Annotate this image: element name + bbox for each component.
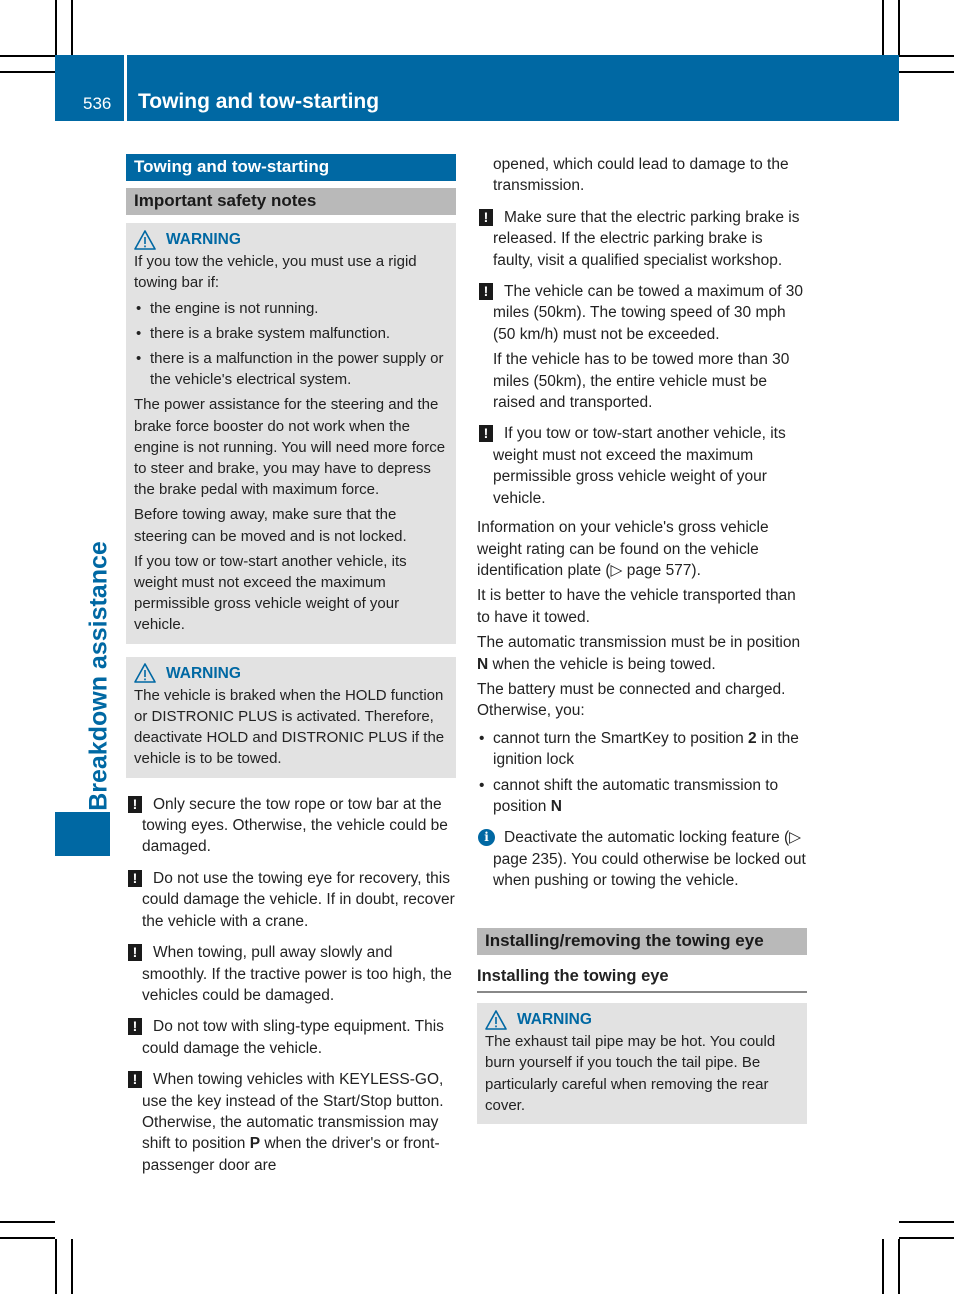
- crop-mark: [898, 1239, 900, 1294]
- text-part: when the vehicle is being towed.: [488, 655, 716, 673]
- exclamation-icon: !: [479, 425, 493, 442]
- exclamation-icon: !: [479, 283, 493, 300]
- exclamation-icon: !: [128, 944, 142, 961]
- exclamation-icon: !: [128, 796, 142, 813]
- warning-paragraph: Before towing away, make sure that the steering can be moved and is not locked.: [134, 506, 407, 545]
- note-text: If you tow or tow-start another vehicle, its weight must not exceed the maximum permissible gross vehicle weight of your vehicle.: [493, 425, 786, 507]
- crop-mark: [0, 71, 55, 73]
- warning-box: [477, 1003, 807, 1124]
- list-item: • there is a brake system malfunction.: [134, 323, 448, 344]
- left-column: [126, 154, 456, 1186]
- warning-label: WARNING: [517, 1011, 592, 1028]
- info-icon: i: [478, 829, 495, 846]
- crop-mark: [899, 55, 954, 57]
- crop-mark: [55, 0, 57, 55]
- continued-text: opened, which could lead to damage to the transmission.: [493, 156, 789, 195]
- bullet-list: [477, 728, 807, 818]
- warning-triangle-icon: [134, 230, 156, 250]
- warning-bullets: [134, 298, 448, 391]
- warning-heading: [485, 1009, 799, 1030]
- warning-triangle-icon: [134, 663, 156, 683]
- note-text: Make sure that the electric parking brake is released. If the electric parking brake is faulty, visit a qualified specialist workshop.: [493, 208, 800, 269]
- warning-intro: If you tow the vehicle, you must use a rigid towing bar if:: [134, 253, 417, 292]
- crop-mark: [0, 1237, 55, 1239]
- caution-note: [126, 794, 456, 858]
- caution-note: [477, 207, 807, 271]
- section-title: Towing and tow-starting: [126, 154, 456, 181]
- caution-note: [477, 423, 807, 509]
- crop-mark: [882, 1239, 884, 1294]
- crop-mark: [71, 1239, 73, 1294]
- note-extra: If the vehicle has to be towed more than 30 miles (50km), the entire vehicle must be raised and transported.: [493, 351, 790, 412]
- warning-paragraph: If you tow or tow-start another vehicle, its weight must not exceed the maximum permissible gross vehicle weight of your vehicle.: [134, 552, 407, 634]
- side-chapter-tab: [55, 812, 110, 856]
- caution-note: [126, 1069, 456, 1176]
- paragraph: The battery must be connected and charged. Otherwise, you:: [477, 680, 786, 720]
- note-text-part: When towing vehicles with KEYLESS-GO, use the key instead of the Start/Stop button. Otherwise, the automatic transmission may shift to position: [142, 1071, 444, 1153]
- note-text: Do not tow with sling-type equipment. This could damage the vehicle.: [142, 1018, 444, 1057]
- exclamation-icon: !: [479, 209, 493, 226]
- text-part: cannot shift the automatic transmission to position: [493, 776, 779, 815]
- crop-mark: [0, 1221, 55, 1223]
- exclamation-icon: !: [128, 870, 142, 887]
- note-text-part: when the driver's or front-passenger door are: [142, 1135, 440, 1174]
- warning-paragraph: The power assistance for the steering and the brake force booster do not work when the engine is not running. You will need more force to steer and brake, you may have to depress the brake pedal with maximum force.: [134, 396, 446, 499]
- crop-mark: [899, 1237, 954, 1239]
- crop-mark: [55, 1239, 57, 1294]
- warning-triangle-icon: [485, 1010, 507, 1030]
- header-divider: [124, 55, 127, 121]
- caution-note: [477, 281, 807, 413]
- warning-paragraph: The vehicle is braked when the HOLD function or DISTRONIC PLUS is activated. Therefore, deactivate HOLD and DISTRONIC PLUS if the vehicle is to be towed.: [134, 686, 445, 768]
- list-item: • there is a malfunction in the power supply or the vehicle's electrical system.: [134, 348, 448, 390]
- text-part: The automatic transmission must be in position: [477, 634, 801, 652]
- crop-mark: [899, 1221, 954, 1223]
- note-text: Only secure the tow rope or tow bar at the towing eyes. Otherwise, the vehicle could be damaged.: [142, 795, 448, 856]
- warning-heading: [134, 229, 448, 250]
- exclamation-icon: !: [128, 1071, 142, 1088]
- caution-note: [126, 942, 456, 1006]
- warning-box: [126, 657, 456, 778]
- crop-mark: [899, 71, 954, 73]
- note-bold: P: [249, 1135, 261, 1153]
- paragraph: Information on your vehicle's gross vehicle weight rating can be found on the vehicle identification plate (▷ page 577).: [477, 519, 769, 579]
- warning-label: WARNING: [166, 231, 241, 248]
- info-note: [477, 827, 807, 891]
- paragraph: [477, 632, 807, 675]
- warning-paragraph: The exhaust tail pipe may be hot. You could burn yourself if you touch the tail pipe. Be particularly careful when removing the rear cover.: [485, 1033, 776, 1114]
- text-part: cannot turn the SmartKey to position: [493, 729, 749, 747]
- page-number: 536: [83, 94, 112, 113]
- list-item: [477, 728, 807, 771]
- warning-heading: [134, 663, 448, 684]
- list-item: • the engine is not running.: [134, 298, 448, 319]
- bold-text: N: [550, 797, 562, 815]
- caution-note: [126, 868, 456, 932]
- note-text: Do not use the towing eye for recovery, this could damage the vehicle. If in doubt, recover the vehicle with a crane.: [142, 869, 455, 930]
- header-title: Towing and tow-starting: [138, 90, 380, 113]
- subsection-title: Important safety notes: [126, 188, 456, 215]
- info-text: Deactivate the automatic locking feature (▷ page 235). You could otherwise be locked out when pushing or towing the vehicle.: [493, 829, 806, 890]
- bold-text: 2: [748, 729, 757, 747]
- note-text: When towing, pull away slowly and smoothly. If the tractive power is too high, the vehicles could be damaged.: [142, 944, 452, 1004]
- note-text: [142, 1071, 444, 1174]
- text-part: in the ignition lock: [493, 729, 799, 769]
- warning-box: [126, 223, 456, 644]
- subsection-title: Installing/removing the towing eye: [477, 928, 807, 955]
- paragraph: It is better to have the vehicle transported than to have it towed.: [477, 587, 796, 626]
- crop-mark: [0, 55, 55, 57]
- crop-mark: [882, 0, 884, 55]
- bold-text: N: [477, 655, 489, 673]
- exclamation-icon: !: [128, 1018, 142, 1035]
- side-chapter-label: Breakdown assistance: [84, 541, 113, 811]
- crop-mark: [71, 0, 73, 55]
- notes-list: [126, 794, 456, 1177]
- right-column: [477, 154, 807, 1124]
- caution-note: [126, 1016, 456, 1059]
- warning-label: WARNING: [166, 664, 241, 682]
- list-item: [477, 775, 807, 818]
- crop-mark: [898, 0, 900, 55]
- note-text: The vehicle can be towed a maximum of 30 miles (50km). The towing speed of 30 mph (50 km/h) must not be exceeded.: [493, 283, 803, 343]
- subheading: Installing the towing eye: [477, 966, 807, 993]
